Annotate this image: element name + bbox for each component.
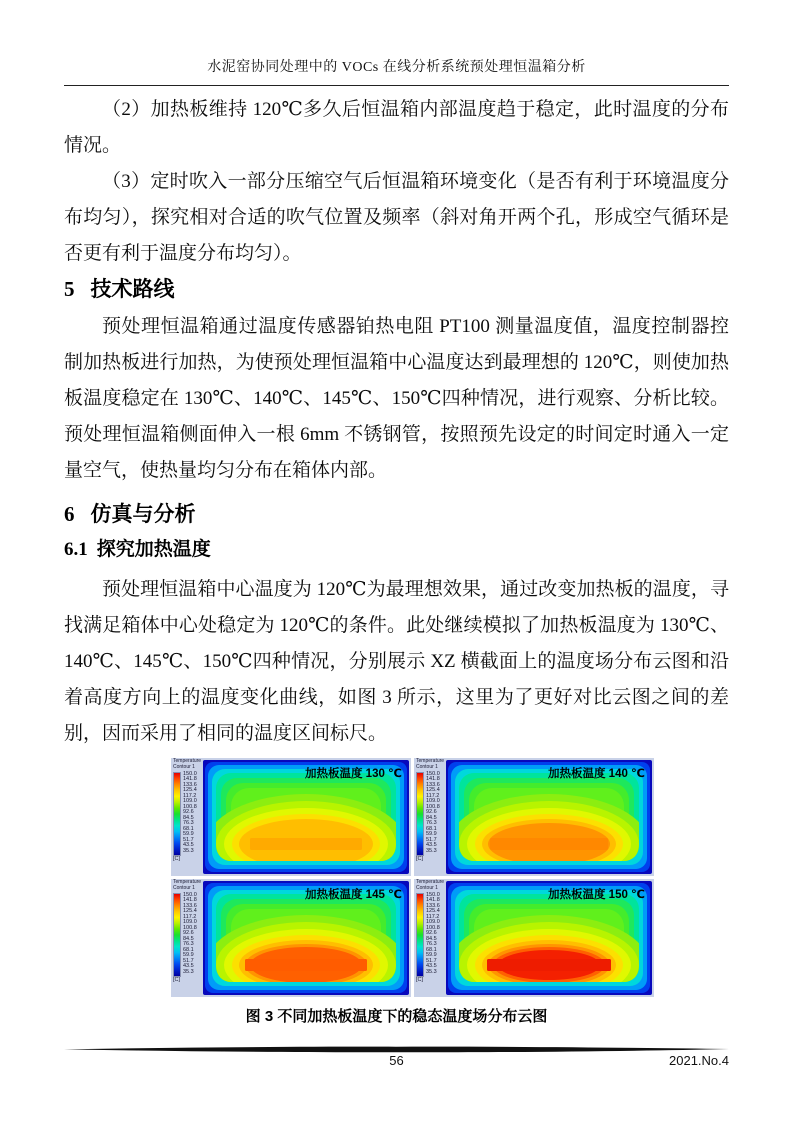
heating-plate [245, 959, 367, 971]
colorbar-unit: [C] [416, 976, 424, 983]
section-heading-6 [64, 499, 729, 530]
colorbar-legend [416, 759, 446, 862]
figure-3-contour-grid [171, 758, 655, 997]
panel-title: 加热板温度 145 ℃ [304, 889, 402, 901]
colorbar-unit: [C] [173, 976, 181, 983]
colorbar-legend [173, 880, 203, 983]
footer-divider-line [64, 1046, 729, 1053]
section-5-body: 预处理恒温箱通过温度传感器铂热电阻 PT100 测量温度值，温度控制器控制加热板进行加热，为使预处理恒温箱中心温度达到最理想的 120℃，则使加热板温度稳定在 130℃、140℃、145℃、150℃四种情况，进行观察、分析比较。预处理恒温箱侧面伸入一根 6mm 不锈钢管，按照预先设定的时间定时通入一定量空气，使热量均匀分布在箱体内部。 [64, 316, 729, 481]
colorbar-tick-labels: 150.0 141.8 133.6 125.4 117.2 109.0 100.8 92.6 84.5 76.3 68.1 59.9 51.7 43.5 35.3 [183, 891, 197, 975]
colorbar [173, 893, 181, 977]
running-header-title: 水泥窑协同处理中的 VOCs 在线分析系统预处理恒温箱分析 [64, 56, 729, 86]
section-title: 技术路线 [90, 278, 175, 301]
panel-title: 加热板温度 140 ℃ [547, 768, 645, 780]
temperature-contour-plot [446, 881, 652, 995]
colorbar [173, 772, 181, 856]
subsection-title: 探究加热温度 [96, 539, 211, 560]
issue-label: 2021.No.4 [669, 1053, 729, 1068]
panel-title: 加热板温度 130 ℃ [304, 768, 402, 780]
section-number: 6 [64, 502, 75, 526]
colorbar-unit: [C] [173, 855, 181, 862]
legend-title: Temperature Contour 1 [416, 758, 445, 770]
section-6-1-body: 预处理恒温箱中心温度为 120℃为最理想效果，通过改变加热板的温度，寻找满足箱体中心处稳定为 120℃的条件。此处继续模拟了加热板温度为 130℃、140℃、145℃、150℃四种情况，分别展示 XZ 横截面上的温度场分布云图和沿着高度方向上的温度变化曲线，如图 3 所示，这里为了更好对比云图之间的差别，因而采用了相同的温度区间标尺。 [64, 579, 729, 744]
legend-title: Temperature Contour 1 [416, 879, 445, 891]
temperature-contour-plot [203, 881, 409, 995]
colorbar-tick-labels: 150.0 141.8 133.6 125.4 117.2 109.0 100.8 92.6 84.5 76.3 68.1 59.9 51.7 43.5 35.3 [426, 770, 440, 854]
temperature-contour-plot [446, 760, 652, 874]
figure-caption: 图 3 不同加热板温度下的稳态温度场分布云图 [245, 1008, 548, 1025]
section-number: 5 [64, 277, 75, 301]
temperature-contour-plot [203, 760, 409, 874]
colorbar-legend [173, 759, 203, 862]
section-heading-5 [64, 274, 729, 305]
page-content [64, 92, 729, 1026]
subsection-number: 6.1 [64, 539, 88, 560]
contour-panel-140c [414, 758, 654, 876]
subsection-heading-6-1 [64, 536, 729, 564]
colorbar [416, 893, 424, 977]
colorbar [416, 772, 424, 856]
legend-title: Temperature Contour 1 [173, 879, 202, 891]
contour-panel-145c [171, 879, 411, 997]
heating-plate [250, 838, 362, 850]
colorbar-unit: [C] [416, 855, 424, 862]
contour-panel-150c [414, 879, 654, 997]
section-title: 仿真与分析 [90, 503, 196, 526]
page-number: 56 [389, 1053, 404, 1068]
colorbar-tick-labels: 150.0 141.8 133.6 125.4 117.2 109.0 100.8 92.6 84.5 76.3 68.1 59.9 51.7 43.5 35.3 [183, 770, 197, 854]
paragraph-item-3: （3）定时吹入一部分压缩空气后恒温箱环境变化（是否有利于环境温度分布均匀），探究相对合适的吹气位置及频率（斜对角开两个孔，形成空气循环是否更有利于温度分布均匀）。 [64, 171, 729, 264]
heating-plate [487, 959, 611, 971]
colorbar-legend [416, 880, 446, 983]
paragraph-item-2: （2）加热板维持 120℃多久后恒温箱内部温度趋于稳定，此时温度的分布情况。 [64, 99, 729, 156]
colorbar-tick-labels: 150.0 141.8 133.6 125.4 117.2 109.0 100.8 92.6 84.5 76.3 68.1 59.9 51.7 43.5 35.3 [426, 891, 440, 975]
heating-plate [490, 838, 608, 850]
legend-title: Temperature Contour 1 [173, 758, 202, 770]
panel-title: 加热板温度 150 ℃ [547, 889, 645, 901]
contour-panel-130c [171, 758, 411, 876]
